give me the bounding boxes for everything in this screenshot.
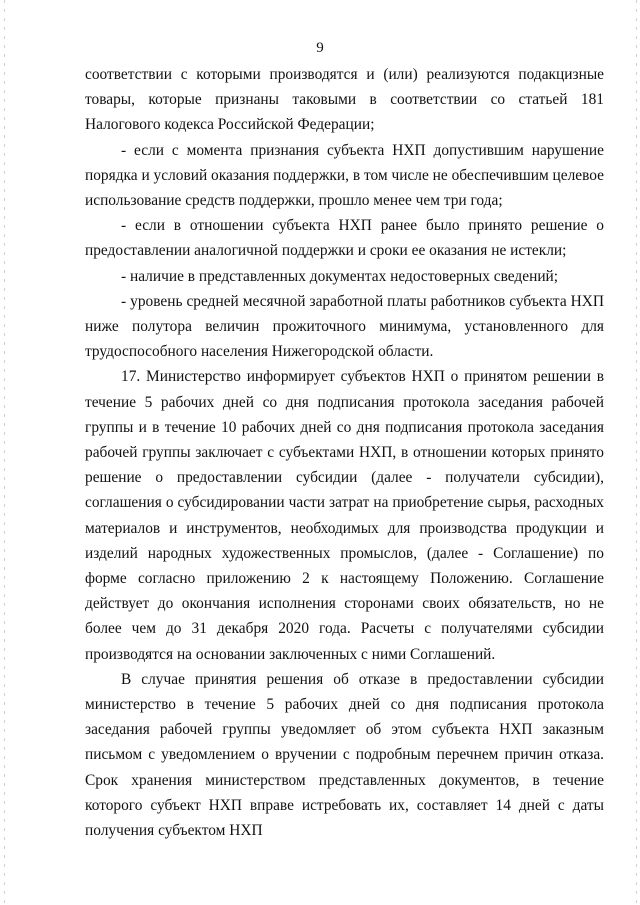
paragraph-clause-17: 17. Министерство информирует субъектов НХП о принятом решении в течение 5 рабочих дней со дня подписания протокола заседания рабочей группы и в течение 10 рабочих дней со дня подписания протокола заседания рабочей группы заключает с субъектами НХП, в отношении которых принято решение о предоставлении субсидии (далее - получатели субсидии), соглашения о субсидировании части затрат на приобретение сырья, расходных материалов и инструментов, необходимых для производства продукции и изделий народных художественных промыслов, (далее - Соглашение) по форме согласно приложению 2 к настоящему Положению. Соглашение действует до окончания исполнения сторонами своих обязательств, но не более чем до 31 декабря 2020 года. Расчеты с получателями субсидии производятся на основании заключенных с ними Соглашений. bbox=[85, 368, 604, 663]
paragraph-bullet-false-info: - наличие в представленных документах недостоверных сведений; bbox=[121, 267, 559, 285]
paragraph-refusal: В случае принятия решения об отказе в предоставлении субсидии министерство в течение 5 рабочих дней со дня подписания протокола заседания рабочей группы уведомляет об этом субъекта НХП заказным письмом с уведомлением о вручении с подробным перечнем причин отказа. Срок хранения министерством представленных документов, в течение которого субъект НХП вправе истребовать их, составляет 14 дней с даты получения субъектом НХП bbox=[85, 670, 604, 840]
paragraph-bullet-salary: - уровень средней месячной заработной платы работников субъекта НХП ниже полутора величин прожиточного минимума, установленного для трудоспособного населения Нижегородской области. bbox=[85, 292, 604, 361]
scan-edge-right bbox=[636, 0, 637, 905]
page-number: 9 bbox=[316, 40, 324, 56]
document-body bbox=[85, 62, 604, 843]
paragraph-bullet-similar-support: - если в отношении субъекта НХП ранее было принято решение о предоставлении аналогичной поддержки и сроки ее оказания не истекли; bbox=[85, 217, 604, 260]
paragraph-continuation: соответствии с которыми производятся и (или) реализуются подакцизные товары, которые признаны таковыми в соответствии со статьей 181 Налогового кодекса Российской Федерации; bbox=[85, 66, 604, 134]
paragraph-bullet-violation: - если с момента признания субъекта НХП допустившим нарушение порядка и условий оказания поддержки, в том числе не обеспечившим целевое использование средств поддержки, прошло менее чем три года; bbox=[85, 141, 604, 210]
scan-edge-left bbox=[4, 0, 5, 905]
